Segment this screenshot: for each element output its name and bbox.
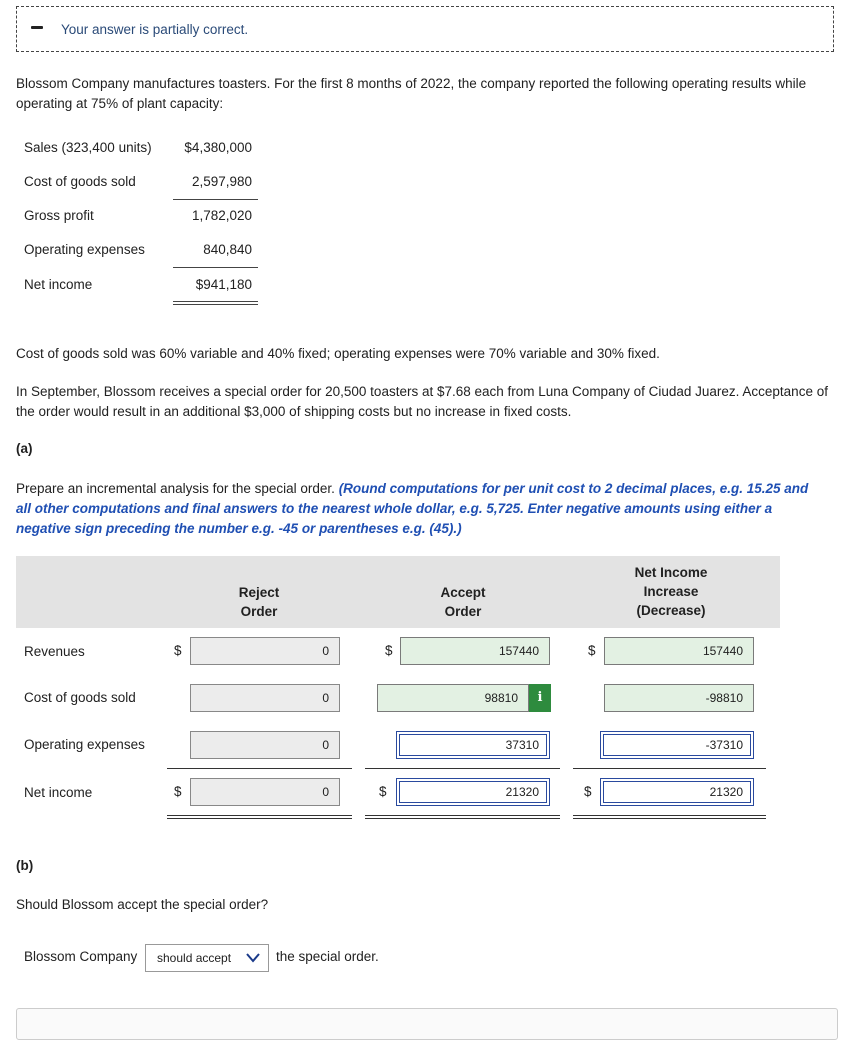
rounding-instructions: (Round computations for per unit cost to 2 decimal places, e.g. 15.25 and all other computations and final answers to the nearest whole dollar, e.g. 5,725. Enter negative amounts using either a negative sign preceding the number e.g. -45 or parentheses e.g. (45).) <box>16 481 809 536</box>
part-b-label: (b) <box>16 858 34 873</box>
next-section-panel <box>16 1008 838 1040</box>
dropdown-selected: should accept <box>157 951 232 965</box>
part-a-prompt: Prepare an incremental analysis for the special order. (Round computations for per unit cost to 2 decimal places, e.g. 15.25 and all other computations and final answers to the nearest whole dollar, e.g. 5,725. Enter negative amounts using either a negative sign preceding the number e.g. -45 or parentheses e.g. (45).) <box>16 481 809 536</box>
currency-symbol: $ <box>174 784 182 799</box>
divider <box>173 267 258 268</box>
net-reject-input[interactable]: 0 <box>190 778 340 806</box>
currency-symbol: $ <box>379 784 387 799</box>
problem-intro: Blossom Company manufactures toasters. For the first 8 months of 2022, the company reported the following operating results while operating at 75% of plant capacity: <box>16 76 807 111</box>
net-net-input[interactable]: 21320 <box>600 778 754 806</box>
currency-symbol: $ <box>588 643 596 658</box>
info-icon[interactable]: i <box>529 684 551 712</box>
revenues-reject-input[interactable]: 0 <box>190 637 340 665</box>
row-label-cogs: Cost of goods sold <box>24 690 136 705</box>
feedback-banner <box>16 6 834 52</box>
subtotal-line <box>167 768 352 769</box>
part-b-question: Should Blossom accept the special order? <box>16 897 269 912</box>
answer-suffix: the special order. <box>276 949 379 964</box>
row-label-net-income: Net income <box>24 785 93 800</box>
net-accept-input[interactable]: 21320 <box>396 778 550 806</box>
col-header-net-income: Net Income Increase (Decrease) <box>634 565 708 618</box>
revenues-accept-input[interactable]: 157440 <box>400 637 550 665</box>
accept-reject-dropdown[interactable] <box>145 944 269 972</box>
partial-icon <box>31 26 43 29</box>
cogs-accept-input[interactable]: 98810 <box>377 684 529 712</box>
double-underline <box>167 815 352 816</box>
part-a-label: (a) <box>16 441 33 456</box>
double-underline <box>573 818 766 819</box>
double-underline <box>173 304 258 305</box>
double-underline <box>365 818 560 819</box>
row-label-revenues: Revenues <box>24 644 85 659</box>
cost-note: Cost of goods sold was 60% variable and 40% fixed; operating expenses were 70% variable and 30% fixed. <box>16 346 660 361</box>
col-header-accept: Accept Order <box>440 585 486 619</box>
answer-prefix: Blossom Company <box>24 949 138 964</box>
opex-accept-input[interactable]: 37310 <box>396 731 550 759</box>
double-underline <box>573 815 766 816</box>
cogs-net-input[interactable]: -98810 <box>604 684 754 712</box>
results-row-sales: Sales (323,400 units) $4,380,000 <box>24 140 252 155</box>
double-underline <box>173 301 258 302</box>
opex-net-input[interactable]: -37310 <box>600 731 754 759</box>
results-row-cogs: Cost of goods sold 2,597,980 <box>24 174 252 189</box>
double-underline <box>167 818 352 819</box>
cogs-reject-input[interactable]: 0 <box>190 684 340 712</box>
results-row-gross: Gross profit 1,782,020 <box>24 208 252 223</box>
row-label-opex: Operating expenses <box>24 737 145 752</box>
subtotal-line <box>573 768 766 769</box>
opex-reject-input[interactable]: 0 <box>190 731 340 759</box>
subtotal-line <box>365 768 560 769</box>
currency-symbol: $ <box>385 643 393 658</box>
currency-symbol: $ <box>174 643 182 658</box>
results-row-opex: Operating expenses 840,840 <box>24 242 252 257</box>
chevron-down-icon <box>246 953 260 963</box>
revenues-net-input[interactable]: 157440 <box>604 637 754 665</box>
results-row-net: Net income $941,180 <box>24 277 252 292</box>
double-underline <box>365 815 560 816</box>
feedback-message: Your answer is partially correct. <box>61 22 249 37</box>
divider <box>173 199 258 200</box>
special-order-text: In September, Blossom receives a special order for 20,500 toasters at $7.68 each from Luna Company of Ciudad Juarez. Acceptance of the order would result in an additional $3,000 of shipping costs but no increase in fixed costs. <box>16 384 828 419</box>
col-header-reject: Reject Order <box>238 585 280 619</box>
currency-symbol: $ <box>584 784 592 799</box>
